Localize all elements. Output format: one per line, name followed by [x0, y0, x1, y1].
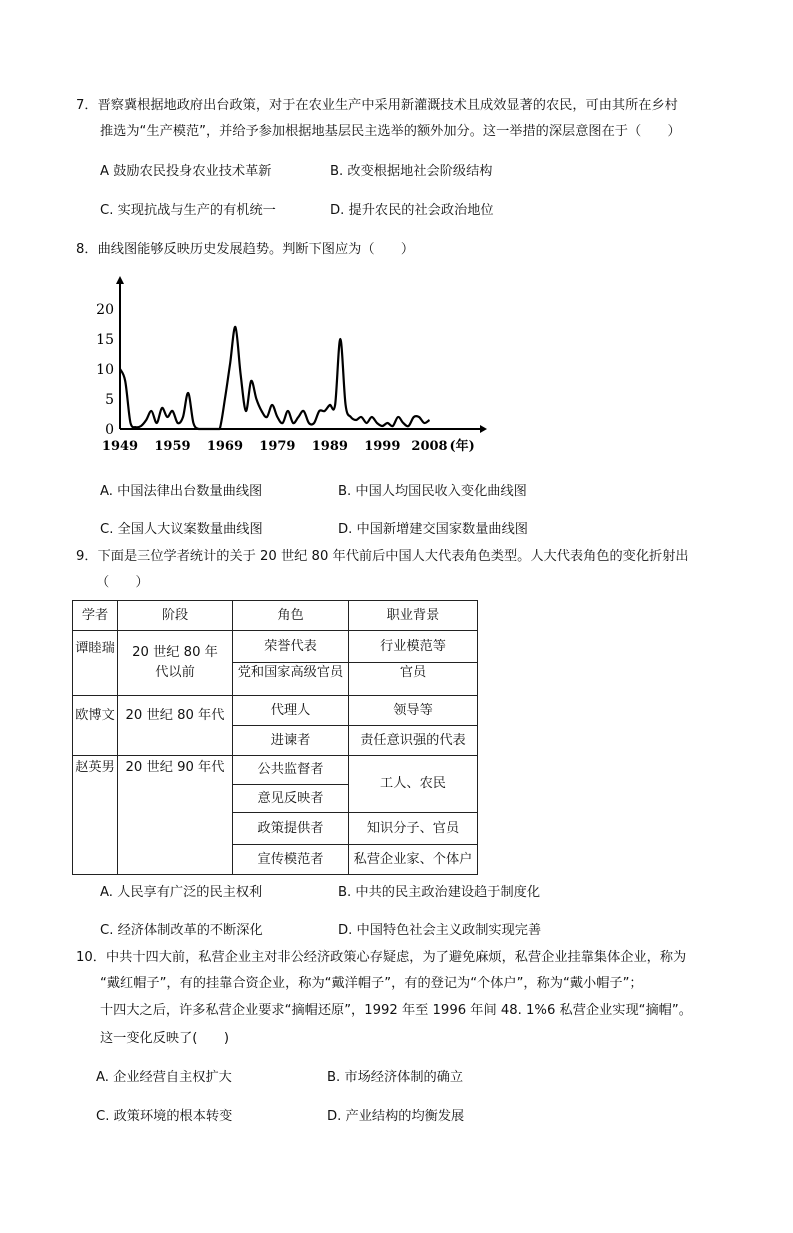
q9-option-b[interactable]: B. 中共的民主政治建设趋于制度化 [338, 885, 541, 900]
background-cell: 工人、农民 [349, 756, 478, 813]
header-role: 角色 [233, 601, 349, 631]
q9-stem-line2: （ ） [96, 575, 149, 590]
q9-stem-line1 [76, 547, 689, 567]
background-cell: 领导等 [349, 696, 478, 726]
q10-stem-line1 [76, 948, 686, 968]
q10-option-a[interactable]: A. 企业经营自主权扩大 [96, 1070, 232, 1085]
x-tick-label: 2008 [411, 439, 448, 454]
q8-text: 曲线图能够反映历史发展趋势。判断下图应为（ ） [97, 242, 415, 257]
y-tick-label: 0 [105, 422, 114, 438]
role-cell: 进谏者 [233, 726, 349, 756]
y-tick-labels [96, 302, 114, 438]
q8-option-a[interactable]: A. 中国法律出台数量曲线图 [100, 484, 263, 499]
q10-stem-line4: 这一变化反映了( ) [100, 1031, 229, 1046]
q9-option-d[interactable]: D. 中国特色社会主义政制实现完善 [338, 923, 542, 938]
y-tick-label: 20 [96, 302, 114, 318]
role-cell: 荣誉代表 [233, 631, 349, 663]
stage-cell: 20 世纪 90 年代 [118, 756, 233, 875]
background-cell: 责任意识强的代表 [349, 726, 478, 756]
role-cell: 党和国家高级官员 [233, 663, 349, 696]
role-cell: 意见反映者 [233, 785, 349, 813]
role-cell: 公共监督者 [233, 756, 349, 785]
header-background: 职业背景 [349, 601, 478, 631]
background-cell: 知识分子、官员 [349, 813, 478, 845]
q10-option-c[interactable]: C. 政策环境的根本转变 [96, 1109, 233, 1124]
q9-text-1: 下面是三位学者统计的关于 20 世纪 80 年代前后中国人大代表角色类型。人大代表角色的变化折射出 [97, 549, 689, 564]
stage-cell: 20 世纪 80 年代以前 [118, 631, 233, 696]
background-cell: 行业模范等 [349, 631, 478, 663]
q7-text-1: 晋察冀根据地政府出台政策，对于在农业生产中采用新灌溉技术且成效显著的农民，可由其所在乡村 [97, 98, 678, 113]
q7-option-d[interactable]: D. 提升农民的社会政治地位 [330, 203, 494, 218]
q8-option-b[interactable]: B. 中国人均国民收入变化曲线图 [338, 484, 527, 499]
x-tick-label: 1999 [364, 439, 401, 454]
role-cell: 代理人 [233, 696, 349, 726]
x-axis-arrow [480, 425, 487, 433]
role-table [72, 600, 478, 875]
q9-number: 9． [76, 549, 98, 564]
q8-stem [76, 240, 414, 260]
q8-option-d[interactable]: D. 中国新增建交国家数量曲线图 [338, 522, 528, 537]
x-axis-label: (年) [449, 439, 475, 454]
header-scholar: 学者 [73, 601, 118, 631]
stage-cell: 20 世纪 80 年代 [118, 696, 233, 756]
q10-option-b[interactable]: B. 市场经济体制的确立 [327, 1070, 464, 1085]
q10-stem-line2: “戴红帽子”，有的挂靠合资企业，称为“戴洋帽子”，有的登记为“个体户”，称为“戴小帽子”； [100, 976, 643, 991]
y-tick-label: 10 [96, 362, 114, 378]
x-tick-label: 1969 [206, 439, 244, 454]
q7-option-b[interactable]: B. 改变根据地社会阶级结构 [330, 164, 493, 179]
q7-stem-line1 [76, 96, 678, 116]
q10-number: 10． [76, 950, 106, 965]
q9-option-c[interactable]: C. 经济体制改革的不断深化 [100, 923, 263, 938]
role-cell: 宣传模范者 [233, 845, 349, 875]
q10-text-1: 中共十四大前，私营企业主对非公经济政策心存疑虑，为了避免麻烦，私营企业挂靠集体企业，称为 [105, 950, 687, 965]
q7-stem-line2: 推选为“生产模范”，并给予参加根据地基层民主选举的额外加分。这一举措的深层意图在于（ ） [100, 124, 681, 139]
x-tick-label: 1949 [101, 439, 139, 454]
q7-option-a[interactable]: A 鼓励农民投身农业技术革新 [100, 164, 272, 179]
y-tick-label: 5 [105, 392, 114, 408]
trend-chart [95, 276, 495, 466]
q7-number: 7． [76, 98, 98, 113]
background-cell: 官员 [349, 663, 478, 696]
scholar-cell: 赵英男 [73, 756, 118, 875]
role-cell: 政策提供者 [233, 813, 349, 845]
q10-stem-line3: 十四大之后，许多私营企业要求“摘帽还原”，1992 年至 1996 年间 48. 1%6 私营企业实现“摘帽”。 [100, 1003, 692, 1018]
scholar-cell: 欧博文 [73, 696, 118, 756]
q10-option-d[interactable]: D. 产业结构的均衡发展 [327, 1109, 465, 1124]
chart-axes [116, 276, 487, 433]
y-tick-label: 15 [96, 332, 114, 348]
scholar-cell: 谭睦瑞 [73, 631, 118, 696]
header-stage: 阶段 [118, 601, 233, 631]
background-cell: 私营企业家、个体户 [349, 845, 478, 875]
q7-option-c[interactable]: C. 实现抗战与生产的有机统一 [100, 203, 276, 218]
q8-option-c[interactable]: C. 全国人大议案数量曲线图 [100, 522, 263, 537]
x-tick-label: 1959 [154, 439, 191, 454]
series-line [120, 327, 430, 429]
x-tick-label: 1989 [311, 439, 348, 454]
y-axis-arrow [116, 276, 124, 284]
q8-number: 8． [76, 242, 98, 257]
x-tick-labels [102, 439, 448, 454]
x-tick-label: 1979 [259, 439, 296, 454]
q9-option-a[interactable]: A. 人民享有广泛的民主权利 [100, 885, 263, 900]
